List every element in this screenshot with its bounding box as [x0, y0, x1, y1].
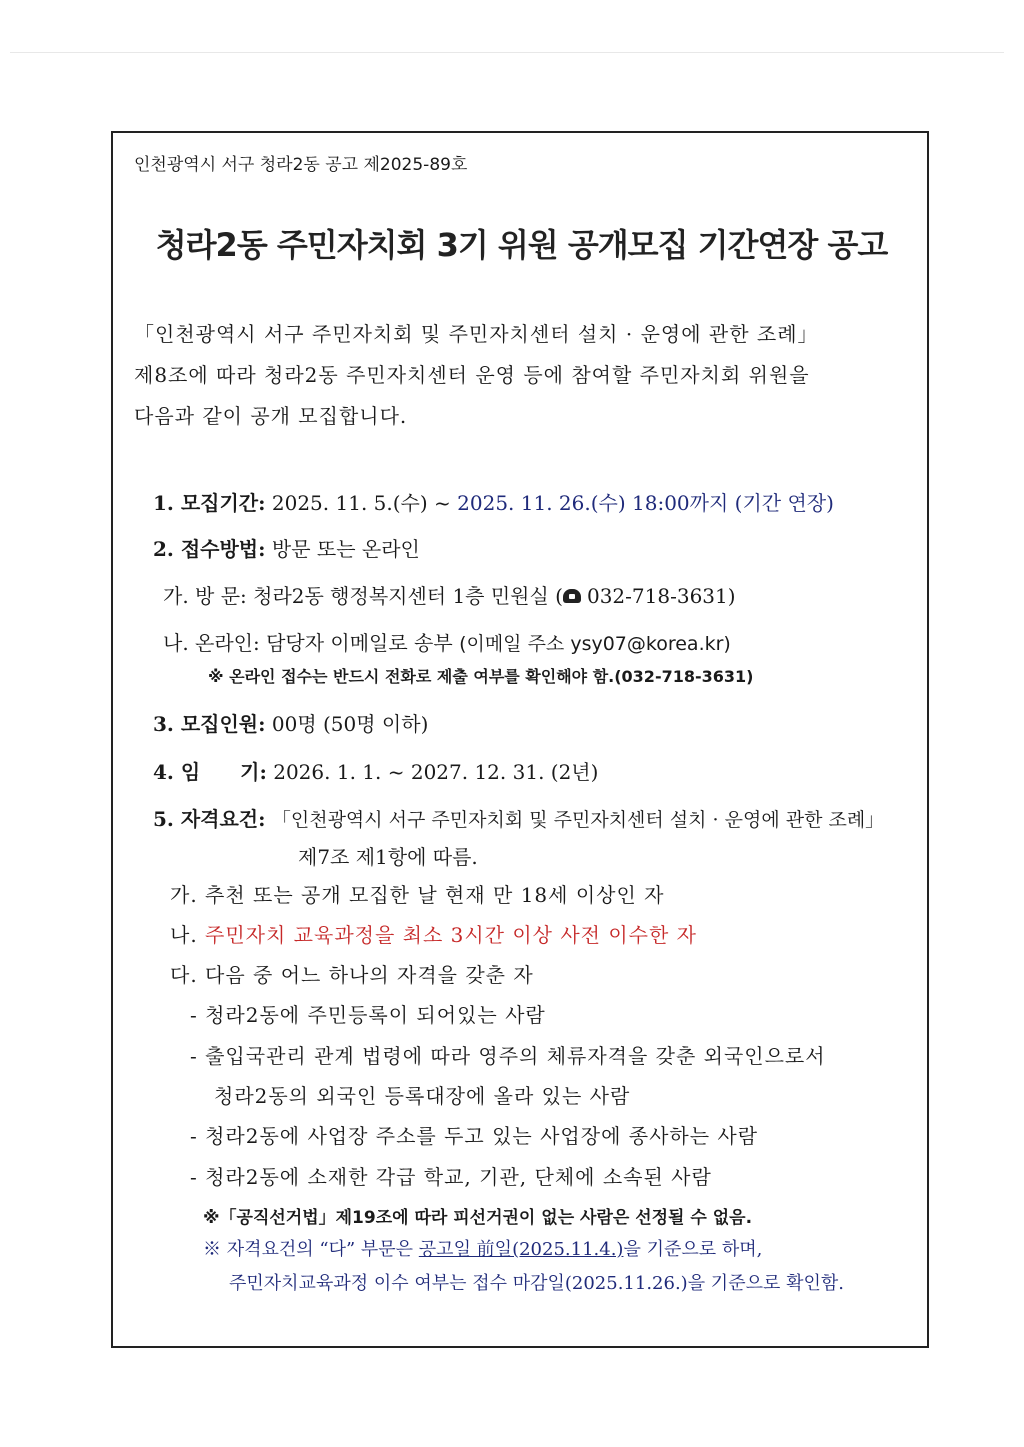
- note-2-underline: 공고일 前일(2025.11.4.): [418, 1239, 624, 1260]
- online-note: ※ 온라인 접수는 반드시 전화로 제출 여부를 확인해야 함.(032-718-3631): [208, 667, 754, 686]
- period-end: 2025. 11. 26.(수) 18:00까지 (기간 연장): [457, 491, 834, 515]
- qualification-note-3: 주민자치교육과정 이수 여부는 접수 마감일(2025.11.26.)을 기준으로 확인함.: [229, 1273, 844, 1294]
- intro-line-1: 「인천광역시 서구 주민자치회 및 주민자치센터 설치 · 운영에 관한 조례」: [134, 322, 819, 346]
- visit-label: 가. 방 문:: [163, 584, 247, 608]
- period-label: 1. 모집기간:: [153, 491, 266, 515]
- method-value: 방문 또는 온라인: [271, 537, 420, 561]
- qualification-line-1: 「인천광역시 서구 주민자치회 및 주민자치센터 설치 · 운영에 관한 조례」: [271, 809, 885, 831]
- headcount-label: 3. 모집인원:: [153, 712, 266, 736]
- note-2-suffix: 을 기준으로 하며,: [623, 1239, 763, 1260]
- qualification-label: 5. 자격요건:: [153, 807, 266, 831]
- method-label: 2. 접수방법:: [153, 537, 266, 561]
- period-row: [153, 487, 834, 516]
- period-start: 2025. 11. 5.(수) ~: [271, 491, 451, 515]
- qualification-c3: - 청라2동에 사업장 주소를 두고 있는 사업장에 종사하는 사람: [190, 1124, 759, 1148]
- notice-title: 청라2동 주민자치회 3기 위원 공개모집 기간연장 공고: [155, 226, 888, 264]
- online-label: 나. 온라인:: [163, 631, 260, 655]
- online-value: 담당자 이메일로 송부: [266, 631, 453, 655]
- telephone-icon: [563, 589, 581, 603]
- term-row: [153, 756, 598, 785]
- intro-line-3: 다음과 같이 공개 모집합니다.: [134, 404, 408, 428]
- method-row: [153, 533, 420, 562]
- qualification-a: 가. 추천 또는 공개 모집한 날 현재 만 18세 이상인 자: [170, 883, 665, 907]
- qualification-c2b: 청라2동의 외국인 등록대장에 올라 있는 사람: [214, 1084, 631, 1108]
- qualification-b: [170, 919, 697, 948]
- note-2-prefix: ※ 자격요건의 “다” 부문은: [203, 1239, 414, 1260]
- qualification-c1: - 청라2동에 주민등록이 되어있는 사람: [190, 1003, 546, 1027]
- qualification-b-text: 주민자치 교육과정을 최소 3시간 이상 사전 이수한 자: [205, 923, 697, 947]
- intro-line-2: 제8조에 따라 청라2동 주민자치센터 운영 등에 참여할 주민자치회 위원을: [134, 363, 810, 387]
- term-value: 2026. 1. 1. ~ 2027. 12. 31. (2년): [273, 760, 599, 784]
- visit-value: 청라2동 행정복지센터 1층 민원실 (: [253, 584, 563, 608]
- qualification-row: [153, 803, 884, 832]
- qualification-c: 다. 다음 중 어느 하나의 자격을 갖춘 자: [170, 963, 534, 987]
- visit-row: [163, 580, 736, 609]
- qualification-b-prefix: 나.: [170, 923, 198, 947]
- scan-edge-line: [10, 52, 1004, 53]
- headcount-value: 00명 (50명 이하): [271, 712, 429, 736]
- qualification-note-2: [203, 1235, 762, 1261]
- qualification-c2a: - 출입국관리 관계 법령에 따라 영주의 체류자격을 갖춘 외국인으로서: [190, 1044, 826, 1068]
- headcount-row: [153, 708, 428, 737]
- qualification-note-1: ※「공직선거법」제19조에 따라 피선거권이 없는 사람은 선정될 수 없음.: [203, 1208, 753, 1228]
- online-email: (이메일 주소 ysy07@korea.kr): [459, 633, 731, 655]
- notice-number: 인천광역시 서구 청라2동 공고 제2025-89호: [134, 155, 468, 175]
- term-label: 4. 임 기:: [153, 760, 267, 784]
- visit-phone: 032-718-3631): [586, 584, 736, 608]
- qualification-c4: - 청라2동에 소재한 각급 학교, 기관, 단체에 소속된 사람: [190, 1165, 712, 1189]
- qualification-line-2: 제7조 제1항에 따름.: [298, 845, 478, 869]
- online-row: [163, 627, 731, 656]
